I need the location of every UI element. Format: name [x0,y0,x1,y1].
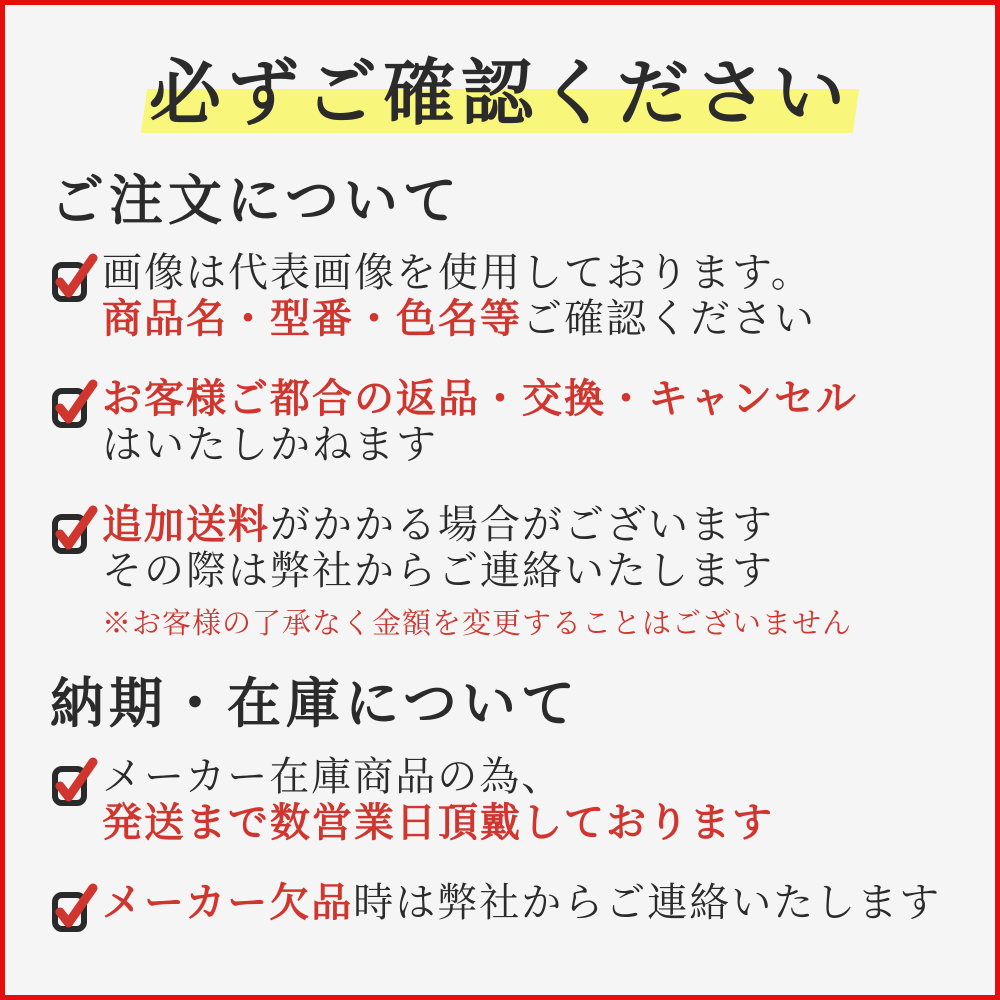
item-text [102,250,955,342]
text-segment-black: 画像は代表画像を使用しております。 [102,250,813,297]
item-line [102,880,955,926]
text-segment-black: メーカー在庫商品の為、 [102,753,564,800]
text-segment-red: 商品名・型番・色名等 [102,295,522,343]
notice-title-block [5,37,995,149]
text-segment-red: 発送まで数営業日頂戴しております [102,798,774,846]
checkmark-graphic [50,882,98,934]
item-line [102,548,955,594]
item-line [102,754,955,800]
item-line [102,502,955,548]
section-heading-2: 納期・在庫について [50,671,580,736]
item-note: ※お客様の了承なく金額を変更することはございません [102,606,853,641]
checklist-item [50,250,955,342]
checkmark-graphic [50,252,98,304]
text-segment-black: 時は弊社からご連絡いたします [353,879,942,926]
item-text [102,376,955,468]
checked-checkbox-icon [50,756,98,808]
checklist-item [50,502,955,640]
checklist-item [50,754,955,846]
checkmark-graphic [50,756,98,808]
text-segment-red: 追加送料 [102,501,270,549]
checked-checkbox-icon [50,252,98,304]
checklist-item [50,376,955,468]
text-segment-black: その際は弊社からご連絡いたします [102,548,774,595]
text-segment-black: ご確認ください [522,296,816,343]
item-text [102,502,955,640]
text-segment-red: メーカー欠品 [102,878,354,926]
checklist-item [50,880,955,934]
item-line [102,376,955,422]
item-line [102,800,955,846]
checked-checkbox-icon [50,882,98,934]
checkmark-graphic [50,378,98,430]
page-title: 必ずご確認ください [148,50,851,135]
text-segment-black: はいたしかねます [102,422,438,469]
checked-checkbox-icon [50,504,98,556]
item-line [102,250,955,296]
text-segment-red: お客様ご都合の返品・交換・キャンセル [102,375,858,423]
notice-body [5,168,995,934]
text-segment-black: がかかる場合がございます [270,502,774,549]
checked-checkbox-icon [50,378,98,430]
item-line [102,296,955,342]
item-line [102,422,955,468]
item-text [102,880,955,926]
checkmark-graphic [50,504,98,556]
item-text [102,754,955,846]
section-heading-1: ご注文について [50,168,462,232]
